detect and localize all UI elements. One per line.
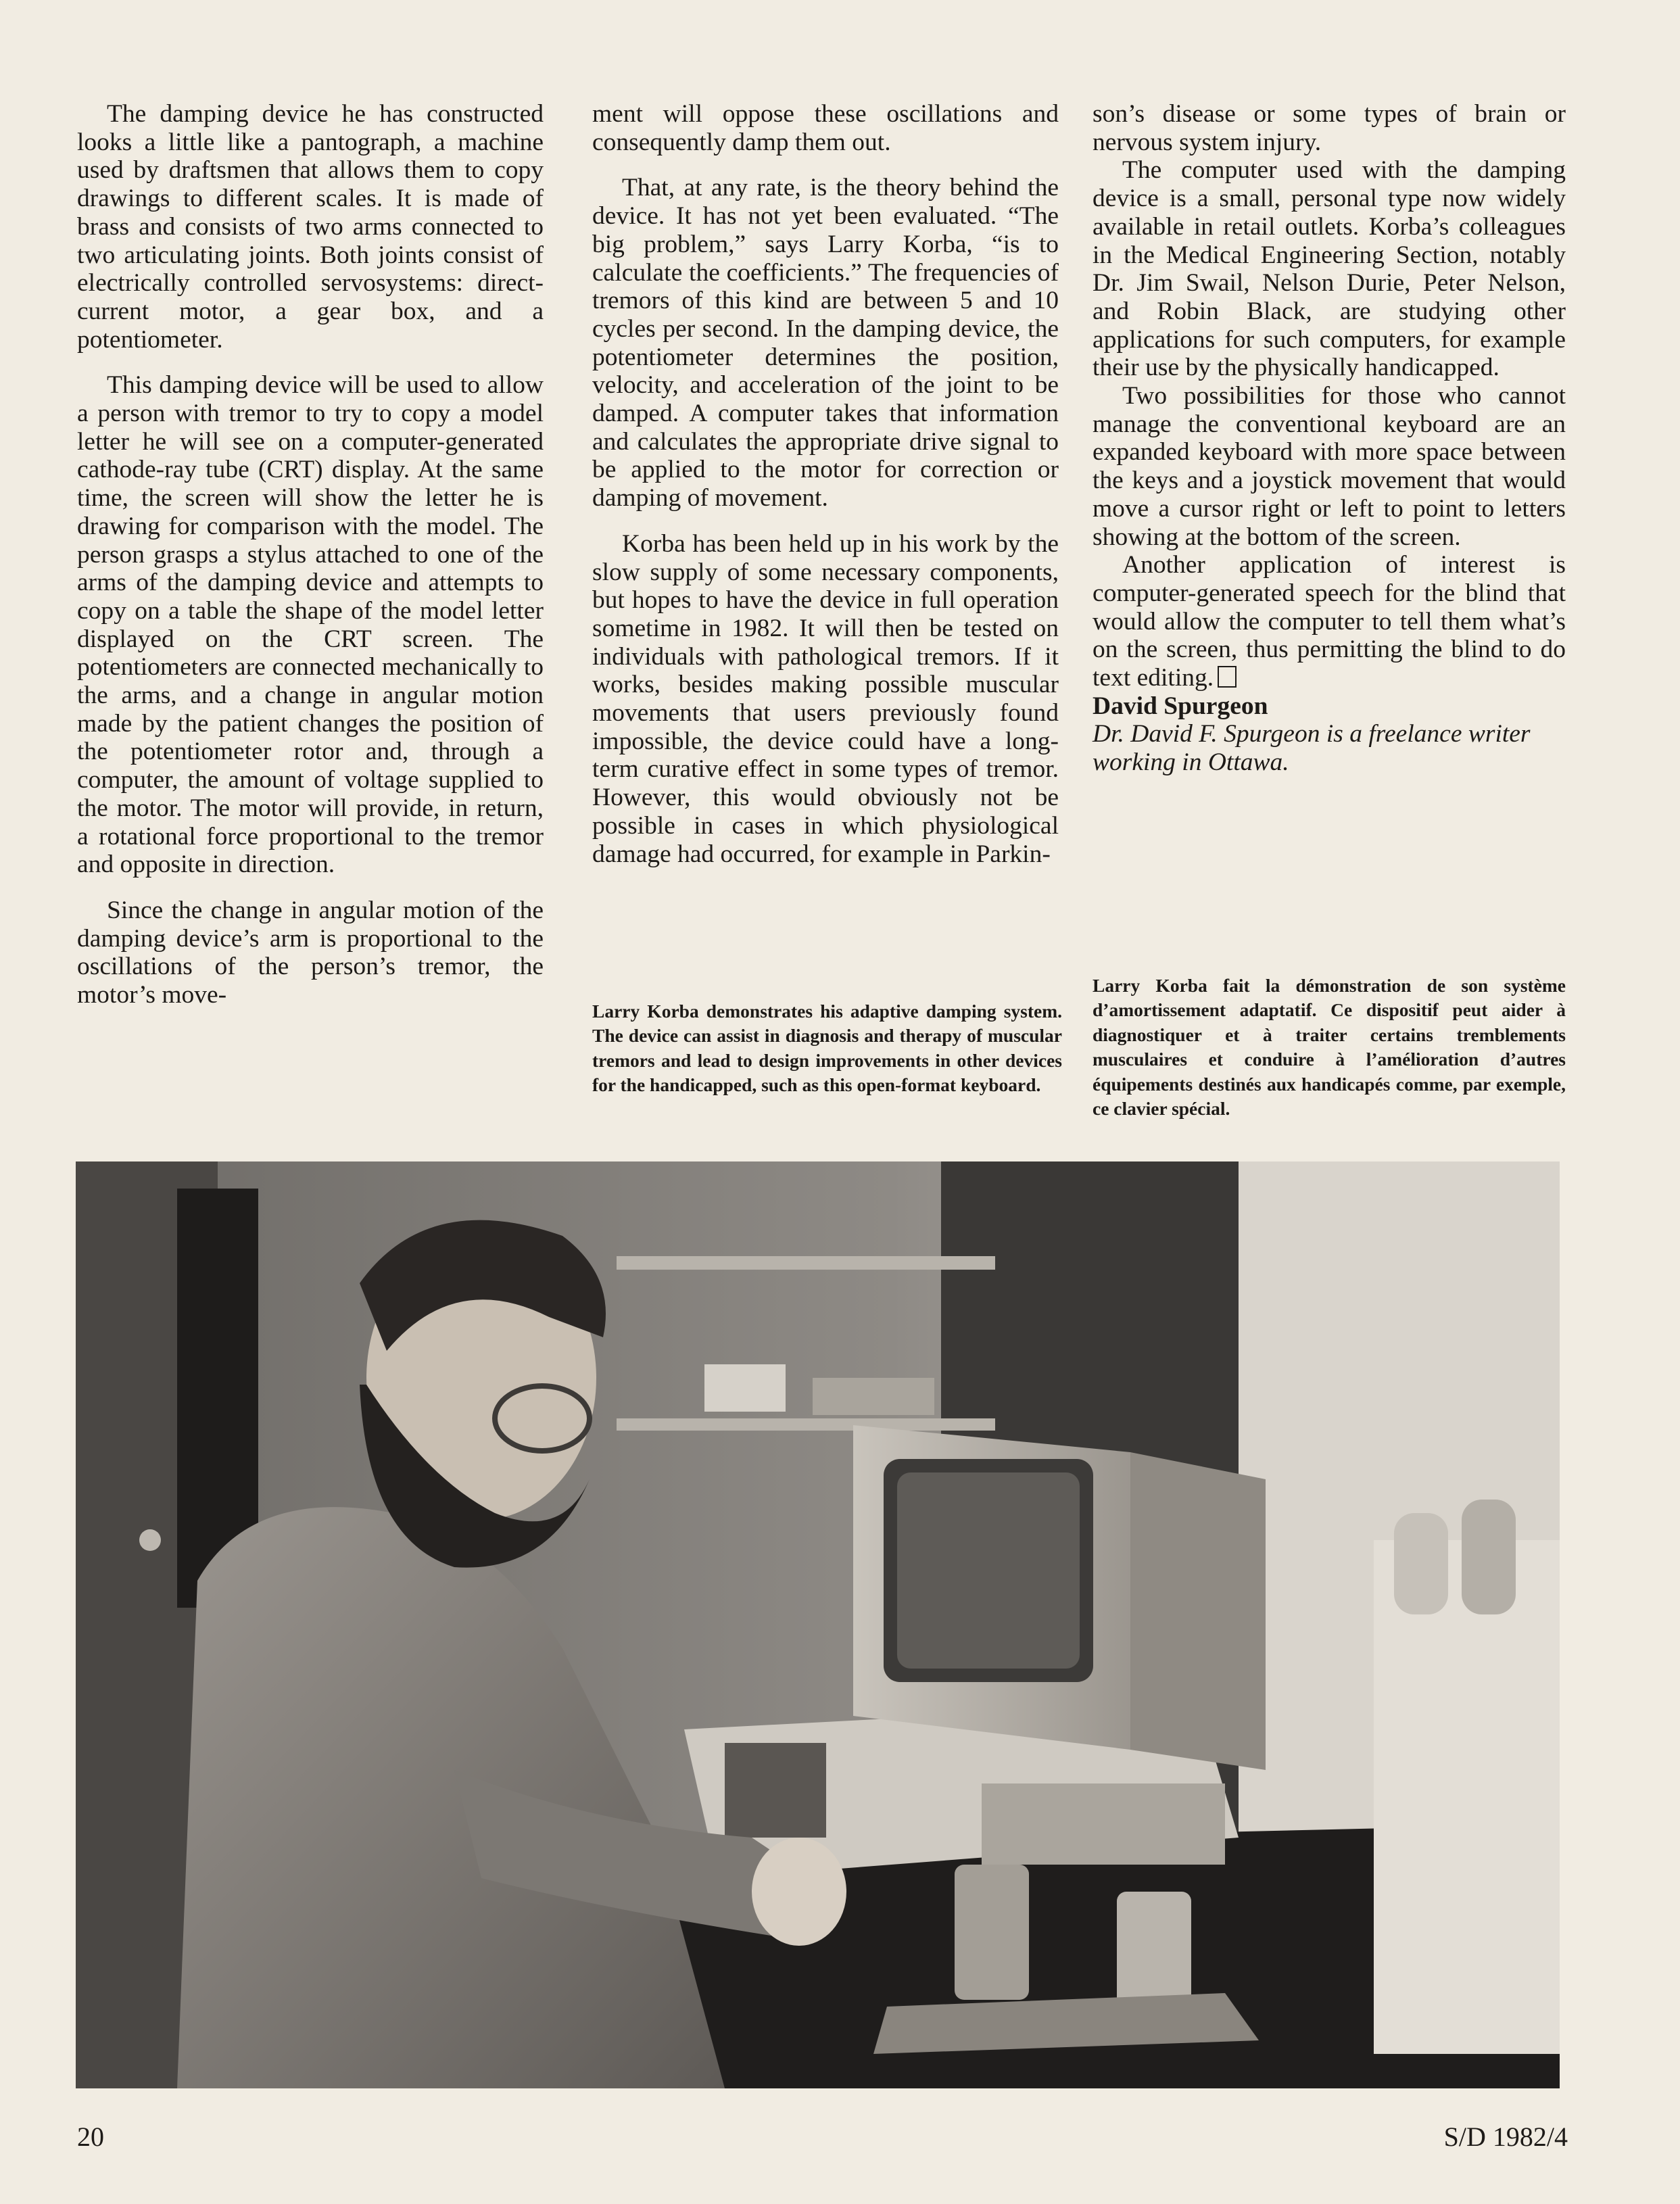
- paragraph: Two possibilities for those who cannot manage the conventional keyboard are an expanded keyboard with more space between the keys and a joystick movement that would move a cursor right or left to point to letters showing at the bottom of the screen.: [1093, 382, 1566, 551]
- paragraph: The damping device he has constructed looks a little like a pantograph, a machine used by draftsmen that allows them to copy drawings to different scales. It is made of brass and consists of two arms connected to two articulating joints. Both joints consist of electrically controlled servosystems: direct-current motor, a gear box, and a potentiometer.: [77, 100, 544, 354]
- paragraph: That, at any rate, is the theory behind the device. It has not yet been evaluated. “The big problem,” says Larry Korba, “is to calculate the coefficients.” The frequencies of tremors of this kind are between 5 and 10 cycles per second. In the damping device, the potentiometer determines the position, velocity, and acceleration of the joint to be damped. A computer takes that information and calculates the appropriate drive signal to be applied to the motor for correction or damping of movement.: [592, 174, 1059, 512]
- paragraph: ment will oppose these oscillations and consequently damp them out.: [592, 100, 1059, 156]
- paragraph-text: Another application of interest is computer-generated speech for the blind that would allow the computer to tell them what’s on the screen, thus permitting the blind to do text editing.: [1093, 551, 1566, 692]
- end-mark-icon: [1218, 666, 1237, 688]
- page-number: 20: [77, 2122, 104, 2152]
- paragraph: This damping device will be used to allow a person with tremor to try to copy a model letter he will see on a computer-generated cathode-ray tube (CRT) display. At the same time, the screen will show the letter he is drawing for comparison with the model. The person grasps a stylus attached to one of the arms of the damping device and attempts to copy on a table the shape of the model letter displayed on the CRT screen. The potentiometers are connected mechanically to the arms, and a change in angular motion made by the patient changes the position of the potentiometer rotor and, through a computer, the amount of voltage supplied to the motor. The motor will provide, in return, a rotational force proportional to the tremor and opposite in direction.: [77, 371, 544, 879]
- paragraph-final: [1093, 551, 1566, 692]
- photo-korba-damping-device: [76, 1161, 1560, 2088]
- photo-caption-french: Larry Korba fait la démonstration de son système d’amortissement adaptatif. Ce dispositif peut aider à diagnostiquer et à traiter certains tremblements musculaires et conduire à l’amélioration d’autres équipements destinés aux handicapés comme, par exemple, ce clavier spécial.: [1093, 975, 1566, 1120]
- article-column-2: [592, 100, 1059, 868]
- paragraph: The computer used with the damping device is a small, personal type now widely available in retail outlets. Korba’s colleagues in the Medical Engineering Section, notably Dr. Jim Swail, Nelson Durie, Peter Nelson, and Robin Black, are studying other applications for such computers, for example their use by the physically handicapped.: [1093, 156, 1566, 382]
- author-bio: Dr. David F. Spurgeon is a freelance writer working in Ottawa.: [1093, 720, 1531, 777]
- photo-illustration: [76, 1161, 1560, 2088]
- photo-caption-english: Larry Korba demonstrates his adaptive damping system. The device can assist in diagnosis and therapy of muscular tremors and lead to design improvements in other devices for the handicapped, such as this open-format keyboard.: [592, 1001, 1062, 1096]
- article-column-1: [77, 100, 544, 1009]
- paragraph: son’s disease or some types of brain or nervous system injury.: [1093, 100, 1566, 156]
- byline: David Spurgeon: [1093, 692, 1268, 720]
- paragraph: Korba has been held up in his work by the slow supply of some necessary components, but hopes to have the device in full operation sometime in 1982. It will then be tested on individuals with pathological tremors. If it works, besides making possible muscular movements that users previously found impossible, the device could have a long-term curative effect in some types of tremor. However, this would obviously not be possible in cases in which physiological damage had occurred, for example in Parkin-: [592, 529, 1059, 868]
- article-column-3: [1093, 100, 1566, 777]
- paragraph: Since the change in angular motion of the damping device’s arm is proportional to the oscillations of the person’s tremor, the motor’s move-: [77, 896, 544, 1009]
- issue-label: S/D 1982/4: [1443, 2122, 1568, 2152]
